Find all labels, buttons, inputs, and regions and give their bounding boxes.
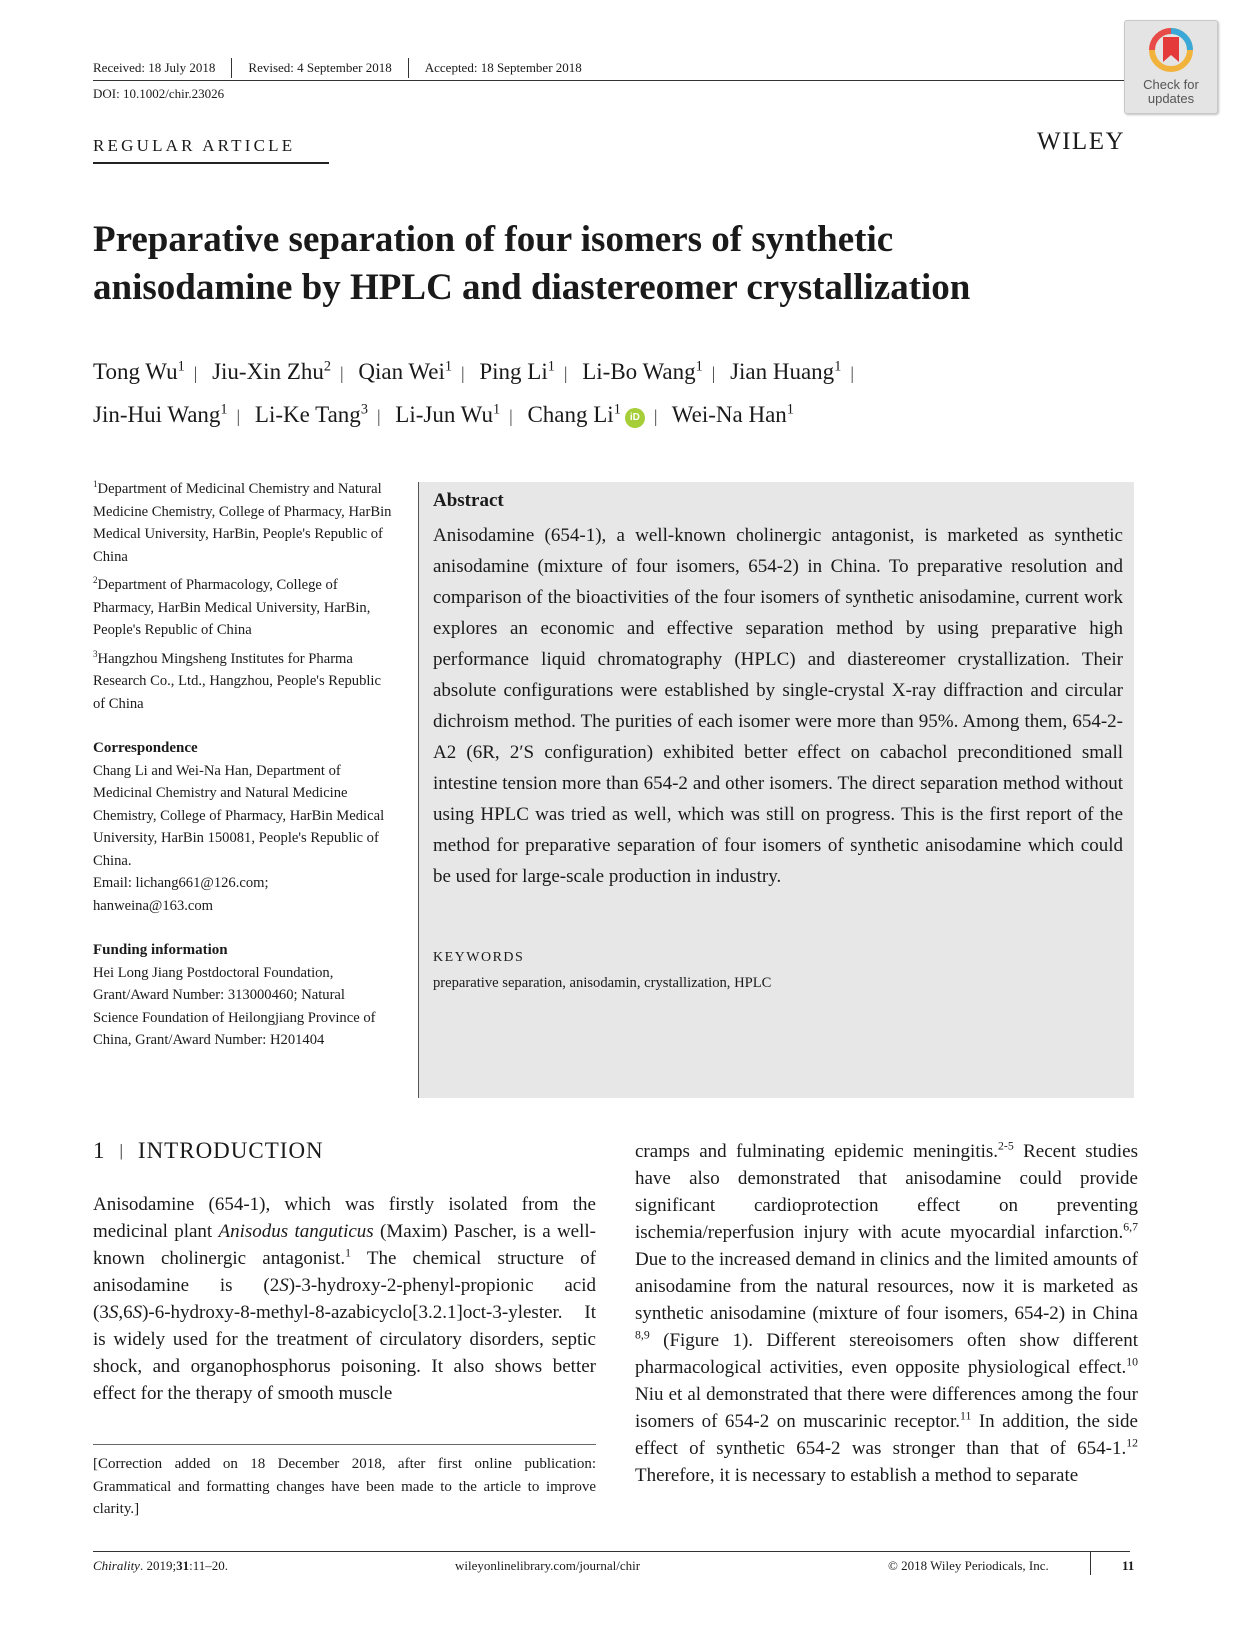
citation-ref[interactable]: 8,9 <box>635 1328 650 1342</box>
author[interactable]: Wei-Na Han$^1$ <box>671 401 794 427</box>
header-rule <box>93 80 1130 81</box>
title-line-2: anisodamine by HPLC and diastereomer crystallization <box>93 267 971 308</box>
abstract-box <box>419 482 1134 1098</box>
check-for-updates-button[interactable] <box>1124 20 1218 114</box>
orcid-icon[interactable]: iD <box>625 408 645 428</box>
author[interactable]: Qian Wei$^1$ <box>358 358 452 384</box>
footer-rule <box>93 1551 1130 1552</box>
section-number: 1 <box>93 1138 106 1163</box>
species-name: Anisodus tanguticus <box>218 1221 374 1242</box>
article-dates <box>93 58 598 78</box>
citation-ref[interactable]: 6,7 <box>1123 1220 1138 1234</box>
crossmark-icon <box>1147 26 1195 76</box>
author[interactable]: Jian Huang$^1$ <box>730 358 842 384</box>
intro-paragraph: cramps and fulminating epidemic meningitis.$^{2-5}$ Recent studies have also demonstrated that anisodamine could provide significant cardioprotection effect on preventing ischemia/reperfusion injury with acute myocardial infarction.$^{6,7}$ Due to the increased demand in clinics and the limited amounts of anisodamine from the natural resources, now it is marketed as synthetic anisodamine (mixture of four isomers, 654-2) in China $^{8,9}$ (Figure 1). Different stereoisomers often show different pharmacological activities, even opposite physiological effect.$^{10}$ Niu et al demonstrated that there were differences among the four isomers of 654-2 on muscarinic receptor.$^{11}$ In addition, the side effect of synthetic 654-2 was stronger than that of 654-1.12 Therefore, it is necessary to establish a method to separate <box>635 1139 1139 1486</box>
correspondence-text: Chang Li and Wei-Na Han, Department of Medicinal Chemistry and Natural Medicine Chemistry, College of Pharmacy, HarBin Medical University, HarBin 150081, People's Republic of China. <box>93 762 385 869</box>
title-line-1: Preparative separation of four isomers of synthetic <box>93 219 894 260</box>
accepted-date: Accepted: 18 September 2018 <box>408 58 598 78</box>
author-list: Tong Wu$^1$ | Jiu-Xin Zhu$^2$ | Qian Wei$^1$ | Ping Li$^1$ | Li-Bo Wang$^1$ | Jian Huang$^1$ | Jin-Hui Wang$^1$ | Li-Ke Tang$^3$ | Li-Jun Wu$^1$ | Chang Li$^1$iD | Wei-Na Han$^1$ <box>93 358 854 427</box>
author[interactable]: Chang Li$^1$ <box>527 401 621 427</box>
author[interactable]: Jin-Hui Wang$^1$ <box>93 401 228 427</box>
citation-ref[interactable]: 11 <box>960 1409 972 1423</box>
citation-ref[interactable]: 12 <box>1126 1436 1138 1450</box>
journal-citation: Chirality. 2019;31:11–20. <box>93 1558 228 1573</box>
section-heading <box>93 1138 324 1164</box>
funding <box>93 939 393 1052</box>
badge-line-2: updates <box>1147 91 1195 106</box>
publisher-logo: WILEY <box>1037 128 1126 155</box>
author[interactable]: Li-Bo Wang$^1$ <box>582 358 703 384</box>
correspondence-heading: Correspondence <box>93 740 198 756</box>
received-date: Received: 18 July 2018 <box>93 60 216 75</box>
author[interactable]: Ping Li$^1$ <box>479 358 555 384</box>
abstract-heading: Abstract <box>433 490 504 511</box>
keywords: preparative separation, anisodamin, crystallization, HPLC <box>433 975 772 991</box>
email-link[interactable]: Email: lichang661@126.com; <box>93 875 269 891</box>
article-type-underline <box>93 162 329 164</box>
section-title: INTRODUCTION <box>137 1138 324 1163</box>
funding-heading: Funding information <box>93 942 228 958</box>
footnote-rule <box>93 1444 596 1445</box>
author[interactable]: Li-Ke Tang$^3$ <box>254 401 368 427</box>
citation-ref[interactable]: 10 <box>1126 1355 1138 1369</box>
page-number: 11 <box>1122 1558 1135 1573</box>
affiliation: $^1$Department of Medicinal Chemistry and Natural Medicine Chemistry, College of Pharmacy, HarBin Medical University, HarBin, People's Republic of China <box>93 479 392 565</box>
intro-paragraph: Anisodamine (654-1), which was firstly isolated from the medicinal plant Anisodus tanguticus (Maxim) Pascher, is a well-known cholinergic antagonist.$^1$ The chemical structure of anisodamine is (2S)-3-hydroxy-2-phenyl-propionic acid (3S,6S)-6-hydroxy-8-methyl-8-azabicyclo[3.2.1]oct-3-ylester. It is widely used for the treatment of circulatory disorders, septic shock, and organophosphorus poisoning. It also shows better effect for the therapy of smooth muscle <box>93 1194 597 1404</box>
affiliation: $^3$Hangzhou Mingsheng Institutes for Pharma Research Co., Ltd., Hangzhou, People's Republic of China <box>93 648 381 712</box>
footer-separator <box>1090 1551 1091 1575</box>
email-link[interactable]: hanweina@163.com <box>93 897 214 914</box>
author[interactable]: Jiu-Xin Zhu$^2$ <box>212 358 331 384</box>
affiliation: $^2$Department of Pharmacology, College of Pharmacy, HarBin Medical University, HarBin, People's Republic of China <box>93 575 371 638</box>
side-metadata <box>93 478 393 1052</box>
revised-date: Revised: 4 September 2018 <box>231 58 407 78</box>
doi[interactable]: DOI: 10.1002/chir.23026 <box>93 86 225 101</box>
journal-url[interactable]: wileyonlinelibrary.com/journal/chir <box>455 1558 641 1573</box>
correction-footnote: [Correction added on 18 December 2018, after first online publication: Grammatical and formatting changes have been made to the article to improve clarity.] <box>93 1456 596 1517</box>
correspondence <box>93 737 393 917</box>
citation-ref[interactable]: 2-5 <box>998 1139 1014 1153</box>
abstract-text: Anisodamine (654-1), a well-known cholinergic antagonist, is marketed as synthetic anisodamine (mixture of four isomers, 654-2) in China. To preparative resolution and comparison of the bioactivities of the four isomers of synthetic anisodamine, current work explores an economic and effective separation method by using preparative high performance liquid chromatography (HPLC) and diastereomer crystallization. Their absolute configurations were established by single-crystal X-ray diffraction and circular dichroism method. The purities of each isomer were more than 95%. Among them, 654-2-A2 (6R, 2′S configuration) exhibited better effect on cabachol preconditioned small intestine tension more than 654-2 and other isomers. The direct separation method without using HPLC was tried as well, which was still on progress. This is the first report of the method for preparative separation of four isomers of synthetic anisodamine which could be used for large-scale production in industry. <box>433 525 1123 887</box>
citation-ref[interactable]: 1 <box>345 1246 352 1260</box>
article-type: REGULAR ARTICLE <box>93 136 296 155</box>
author[interactable]: Tong Wu$^1$ <box>93 358 185 384</box>
section-separator: | <box>119 1141 124 1160</box>
article-title <box>93 216 1143 312</box>
keywords-heading: KEYWORDS <box>433 950 525 965</box>
copyright: © 2018 Wiley Periodicals, Inc. <box>888 1558 1049 1573</box>
funding-text: Hei Long Jiang Postdoctoral Foundation, Grant/Award Number: 313000460; Natural Science Foundation of Heilongjiang Province of China, Grant/Award Number: H201404 <box>93 964 376 1048</box>
badge-line-1: Check for <box>1143 77 1199 92</box>
author[interactable]: Li-Jun Wu$^1$ <box>395 401 501 427</box>
